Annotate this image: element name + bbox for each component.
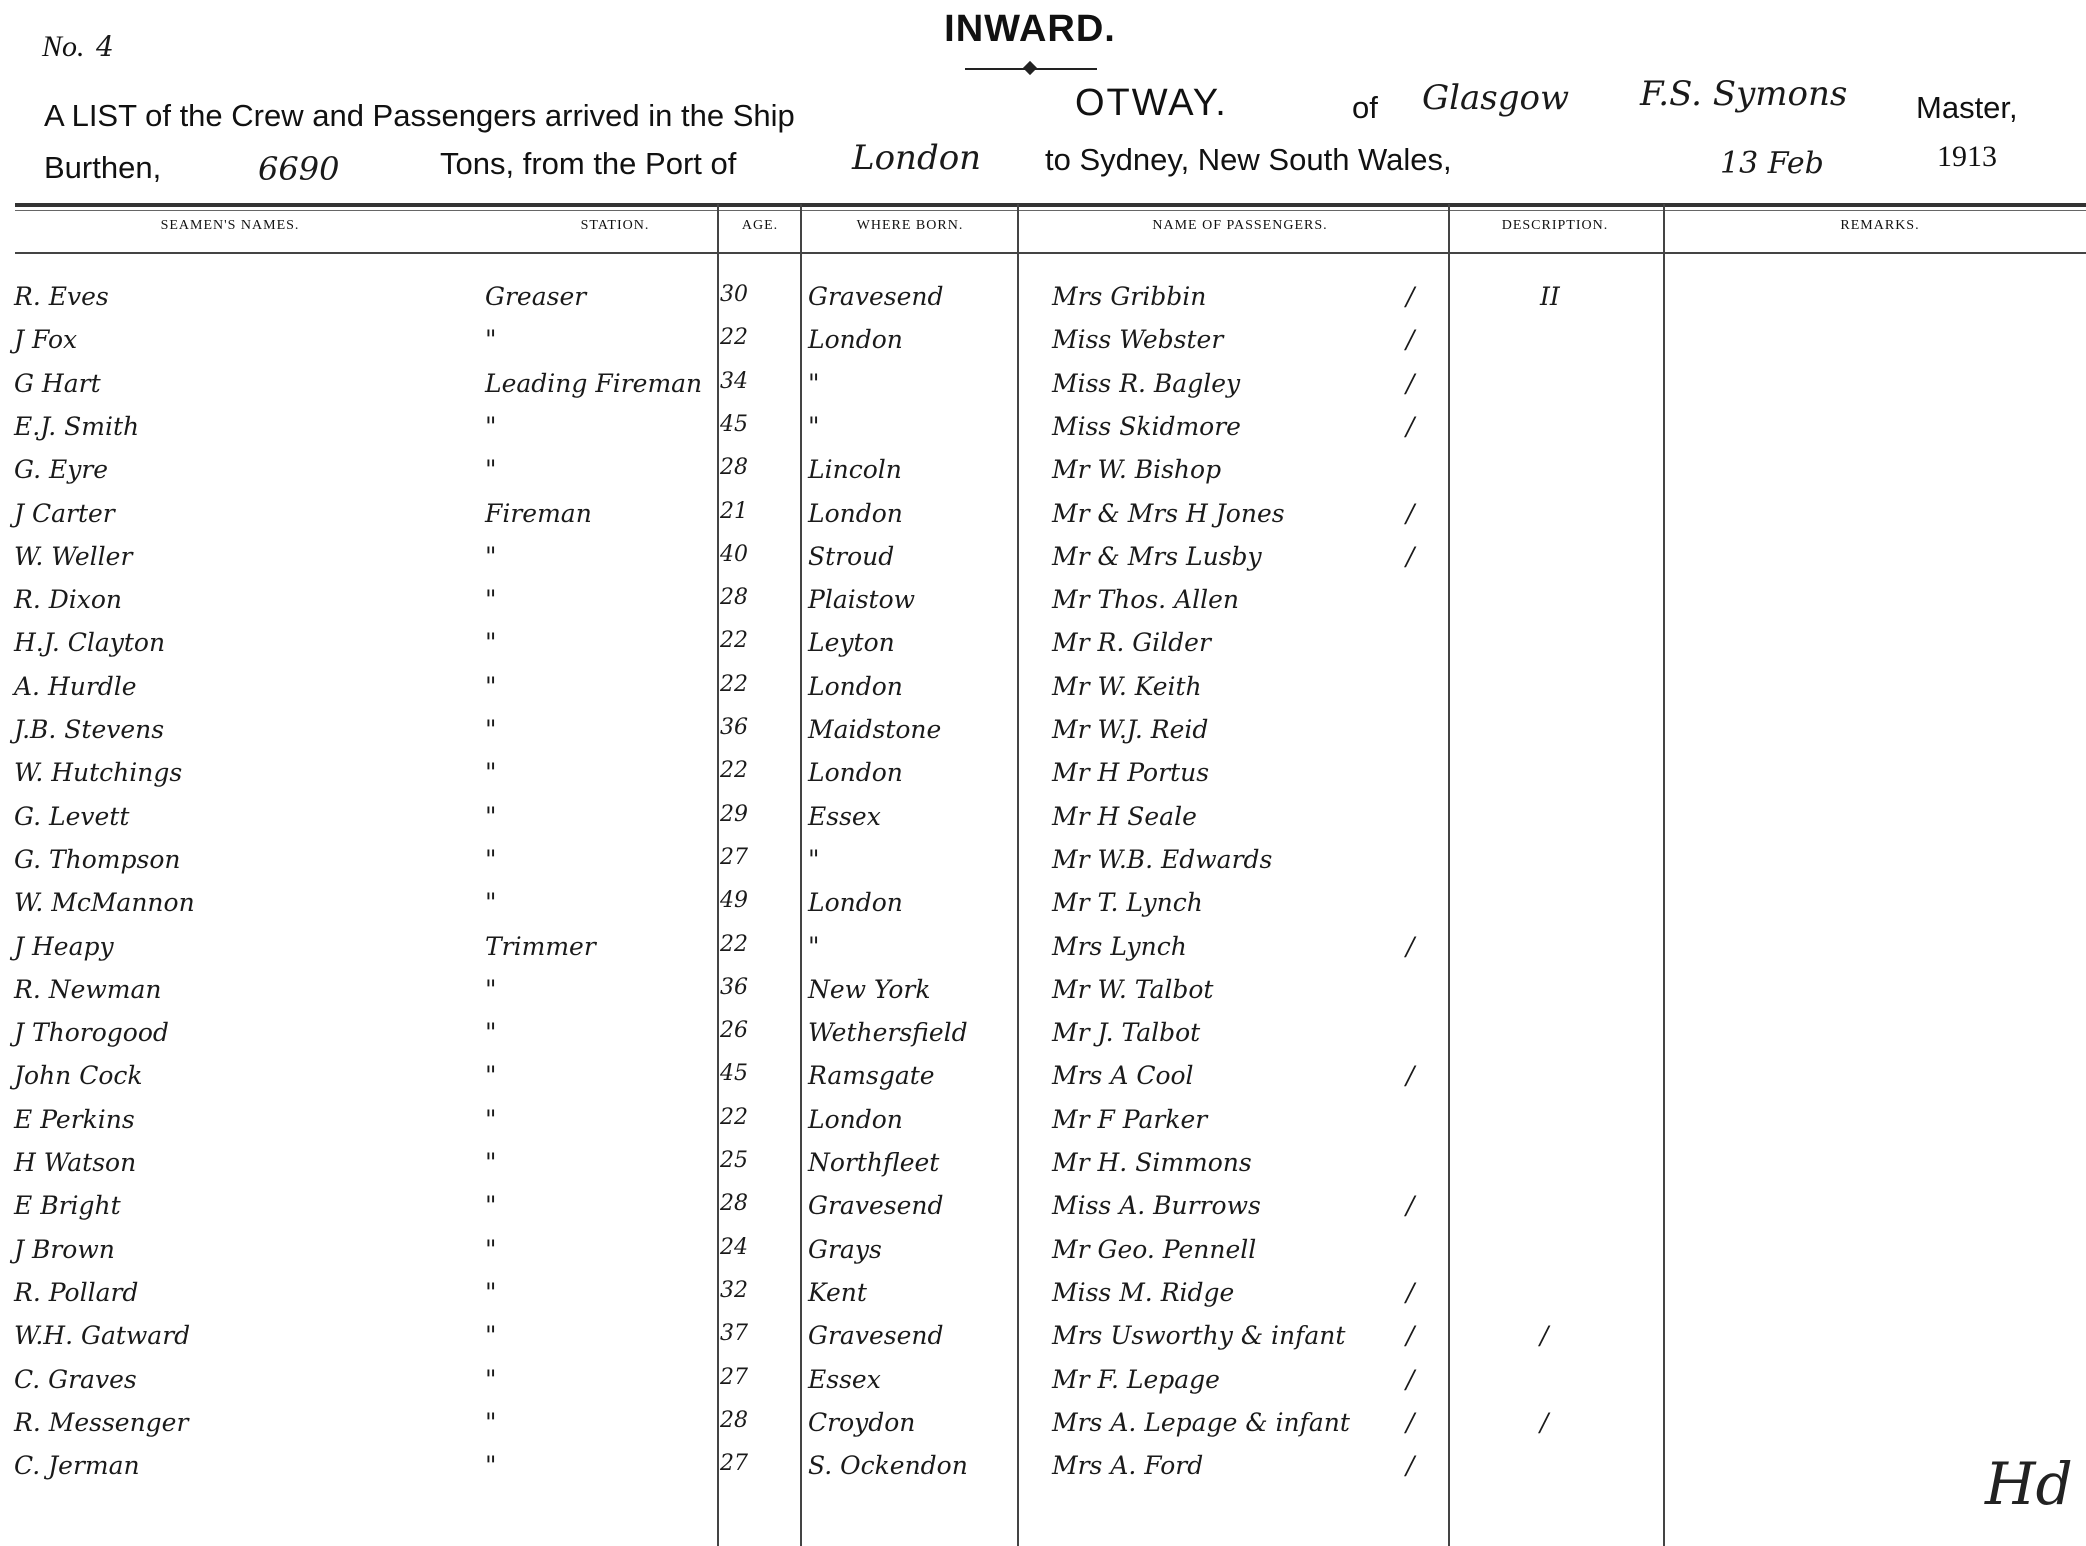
passenger-check: / [1406,931,1415,961]
passenger-name: Mr & Mrs H Jones [1052,498,1285,528]
home-port: Glasgow [1422,78,1570,118]
seaman-name: W. McMannon [14,888,195,918]
age: 49 [720,888,748,914]
seaman-name: E.J. Smith [14,411,140,441]
station: " [485,628,497,658]
passenger-name: Mrs A. Ford [1052,1451,1204,1481]
passenger-check: / [1406,1191,1415,1221]
passenger-name: Mr Geo. Pennell [1052,1234,1257,1264]
station: " [485,1191,497,1221]
where-born: London [808,1104,903,1134]
passenger-name: Mr & Mrs Lusby [1052,541,1262,571]
table-row [0,1061,2086,1101]
passenger-name: Mr H Seale [1052,801,1197,831]
station: " [485,455,497,485]
table-row [0,888,2086,928]
passenger-check: / [1406,1061,1415,1091]
station: " [485,758,497,788]
where-born: London [808,671,903,701]
table-row [0,282,2086,322]
passenger-check: / [1406,325,1415,355]
station: " [485,715,497,744]
where-born: London [808,498,903,528]
seaman-name: R. Eves [14,282,109,311]
arrival-year: 1913 [1937,140,1997,173]
table-row [0,1451,2086,1491]
passenger-check: / [1406,1321,1415,1351]
age: 21 [720,498,748,524]
station: " [485,888,497,918]
age: 22 [720,628,748,654]
master-label: Master, [1916,90,2018,125]
description: / [1540,1321,1549,1351]
station: " [485,801,497,831]
passenger-check: / [1406,1364,1415,1394]
seaman-name: J Carter [14,498,115,528]
age: 27 [720,1364,748,1390]
where-born: Plaistow [808,585,916,615]
seaman-name: E Bright [14,1191,121,1221]
age: 22 [720,931,748,957]
where-born: London [808,888,903,918]
age: 36 [720,715,748,740]
where-born: S. Ockendon [808,1451,968,1481]
passenger-name: Mr J. Talbot [1052,1018,1201,1048]
seaman-name: J Brown [14,1234,115,1264]
arrival-date: 13 Feb [1720,146,1824,181]
where-born: Croydon [808,1407,916,1437]
where-born: " [808,411,820,441]
seaman-name: W.H. Gatward [14,1321,191,1351]
passenger-check: / [1406,368,1415,398]
station: " [485,1277,497,1307]
age: 36 [720,974,748,1000]
age: 26 [720,1018,748,1044]
age: 32 [720,1277,748,1303]
where-born: London [808,758,903,788]
station: " [485,411,497,441]
table-row [0,1365,2086,1405]
seaman-name: R. Newman [14,974,162,1004]
age: 28 [720,1191,748,1217]
where-born: Stroud [808,541,895,571]
station: Trimmer [485,931,596,961]
where-born: Gravesend [808,1321,944,1351]
age: 34 [720,368,748,394]
seaman-name: J Fox [14,325,78,355]
station: " [485,1451,497,1481]
passenger-name: Mr R. Gilder [1052,628,1211,658]
seaman-name: C. Jerman [14,1451,140,1481]
station: " [485,1364,497,1394]
where-born: Gravesend [808,1191,944,1221]
age: 40 [720,541,748,567]
table-row [0,802,2086,842]
where-born: Essex [808,801,881,831]
station: " [485,671,497,701]
table-row [0,758,2086,798]
table-row [0,845,2086,885]
passenger-name: Miss M. Ridge [1052,1277,1235,1307]
seaman-name: H Watson [14,1148,137,1177]
signature: Hd [1985,1450,2073,1518]
passenger-name: Mrs Usworthy & infant [1052,1321,1346,1351]
station: " [485,1104,497,1134]
passenger-name: Mr W. Bishop [1052,455,1222,485]
station: " [485,541,497,571]
seaman-name: J Thorogood [14,1018,169,1048]
col-station: STATION. [580,218,650,233]
station: " [485,1018,497,1048]
where-born: Kent [808,1277,867,1307]
where-born: London [808,325,903,355]
header-line1-prefix: A LIST of the Crew and Passengers arrived in the Ship [44,98,795,133]
age: 28 [720,1407,748,1433]
seaman-name: G. Thompson [14,844,181,874]
table-row [0,499,2086,539]
station: " [485,1321,497,1351]
seaman-name: E Perkins [14,1104,135,1134]
seaman-name: G. Levett [14,801,130,831]
seaman-name: A. Hurdle [14,671,137,701]
age: 25 [720,1148,748,1173]
table-row [0,369,2086,409]
table-row [0,542,2086,582]
passenger-name: Miss Skidmore [1052,411,1241,441]
where-born: Essex [808,1364,881,1394]
table-row [0,975,2086,1015]
document-number-label: No. [42,30,85,63]
passenger-check: / [1406,541,1415,571]
seaman-name: John Cock [14,1061,143,1091]
passenger-name: Mr H. Simmons [1052,1148,1252,1177]
passenger-name: Mrs A Cool [1052,1061,1194,1091]
age: 45 [720,411,748,437]
age: 22 [720,758,748,784]
where-born: Maidstone [808,715,942,744]
tons-label: Tons, from the Port of [440,146,737,181]
col-seamen-names: SEAMEN'S NAMES. [160,218,300,233]
station: Fireman [485,498,592,528]
table-row [0,1191,2086,1231]
seaman-name: R. Dixon [14,585,123,615]
seaman-name: C. Graves [14,1364,137,1394]
seaman-name: G. Eyre [14,455,109,485]
passenger-check: / [1406,498,1415,528]
age: 27 [720,1451,748,1477]
age: 37 [720,1321,748,1347]
table-row [0,932,2086,972]
station: " [485,844,497,874]
passenger-check: / [1406,411,1415,441]
passenger-name: Miss Webster [1052,325,1224,355]
age: 27 [720,844,748,870]
table-row [0,1321,2086,1361]
table-row [0,325,2086,365]
col-age: AGE. [741,218,779,233]
station: " [485,1148,497,1177]
from-port: London [852,138,982,178]
ship-name: OTWAY. [1075,82,1228,124]
table-row [0,628,2086,668]
passenger-check: / [1406,1277,1415,1307]
station: " [485,1407,497,1437]
where-born: Grays [808,1234,882,1264]
col-passengers: NAME OF PASSENGERS. [1152,218,1328,233]
seaman-name: H.J. Clayton [14,628,166,658]
station: " [485,974,497,1004]
passenger-name: Mr H Portus [1052,758,1210,788]
col-description: DESCRIPTION. [1501,218,1609,233]
passenger-name: Miss A. Burrows [1052,1191,1261,1221]
passenger-name: Mr W.J. Reid [1052,715,1209,744]
seaman-name: J.B. Stevens [14,715,165,744]
where-born: " [808,931,820,961]
where-born: " [808,844,820,874]
passenger-name: Mr F. Lepage [1052,1364,1220,1394]
description: / [1540,1407,1549,1437]
passenger-name: Mr W. Talbot [1052,974,1214,1004]
col-where-born: WHERE BORN. [856,218,964,233]
age: 24 [720,1234,748,1260]
where-born: Ramsgate [808,1061,935,1091]
age: 28 [720,455,748,481]
passenger-name: Miss R. Bagley [1052,368,1241,398]
age: 22 [720,1104,748,1130]
of-label: of [1352,90,1378,125]
passenger-name: Mr W.B. Edwards [1052,844,1273,874]
passenger-name: Mr T. Lynch [1052,888,1203,918]
passenger-check: / [1406,1451,1415,1481]
passenger-check: / [1406,1407,1415,1437]
seaman-name: R. Pollard [14,1277,139,1307]
passenger-check: / [1406,282,1415,311]
passenger-name: Mr Thos. Allen [1052,585,1239,615]
station: " [485,585,497,615]
where-born: New York [808,974,931,1004]
age: 28 [720,585,748,611]
seaman-name: W. Weller [14,541,133,571]
passenger-name: Mr W. Keith [1052,671,1202,701]
table-row [0,1148,2086,1188]
age: 45 [720,1061,748,1087]
station: " [485,1234,497,1264]
seaman-name: J Heapy [14,931,114,961]
table-row [0,1018,2086,1058]
station: " [485,1061,497,1091]
station: Greaser [485,282,587,311]
col-remarks: REMARKS. [1840,218,1920,233]
age: 22 [720,325,748,351]
table-row [0,1408,2086,1448]
seaman-name: R. Messenger [14,1407,189,1437]
burthen-label: Burthen, [44,150,162,185]
document-number-value: 4 [96,30,114,63]
where-born: Lincoln [808,455,902,485]
table-row [0,455,2086,495]
table-row [0,715,2086,755]
passenger-name: Mrs Lynch [1052,931,1187,961]
where-born: " [808,368,820,398]
seaman-name: W. Hutchings [14,758,183,788]
passenger-name: Mrs A. Lepage & infant [1052,1407,1350,1437]
station: " [485,325,497,355]
master-name: F.S. Symons [1640,74,1848,114]
age: 22 [720,671,748,697]
table-row [0,1235,2086,1275]
where-born: Leyton [808,628,895,658]
page-title: INWARD. [944,8,1116,50]
table-row [0,412,2086,452]
table-row [0,672,2086,712]
destination: to Sydney, New South Wales, [1045,142,1452,177]
where-born: Gravesend [808,282,944,311]
where-born: Northfleet [808,1148,940,1177]
station: Leading Fireman [485,368,703,398]
where-born: Wethersfield [808,1018,968,1048]
description: II [1540,282,1560,311]
seaman-name: G Hart [14,368,101,398]
table-row [0,1278,2086,1318]
passenger-name: Mr F Parker [1052,1104,1208,1134]
passenger-name: Mrs Gribbin [1052,282,1207,311]
table-row [0,585,2086,625]
burthen-value: 6690 [258,150,340,188]
age: 30 [720,282,748,307]
table-row [0,1105,2086,1145]
age: 29 [720,801,748,827]
